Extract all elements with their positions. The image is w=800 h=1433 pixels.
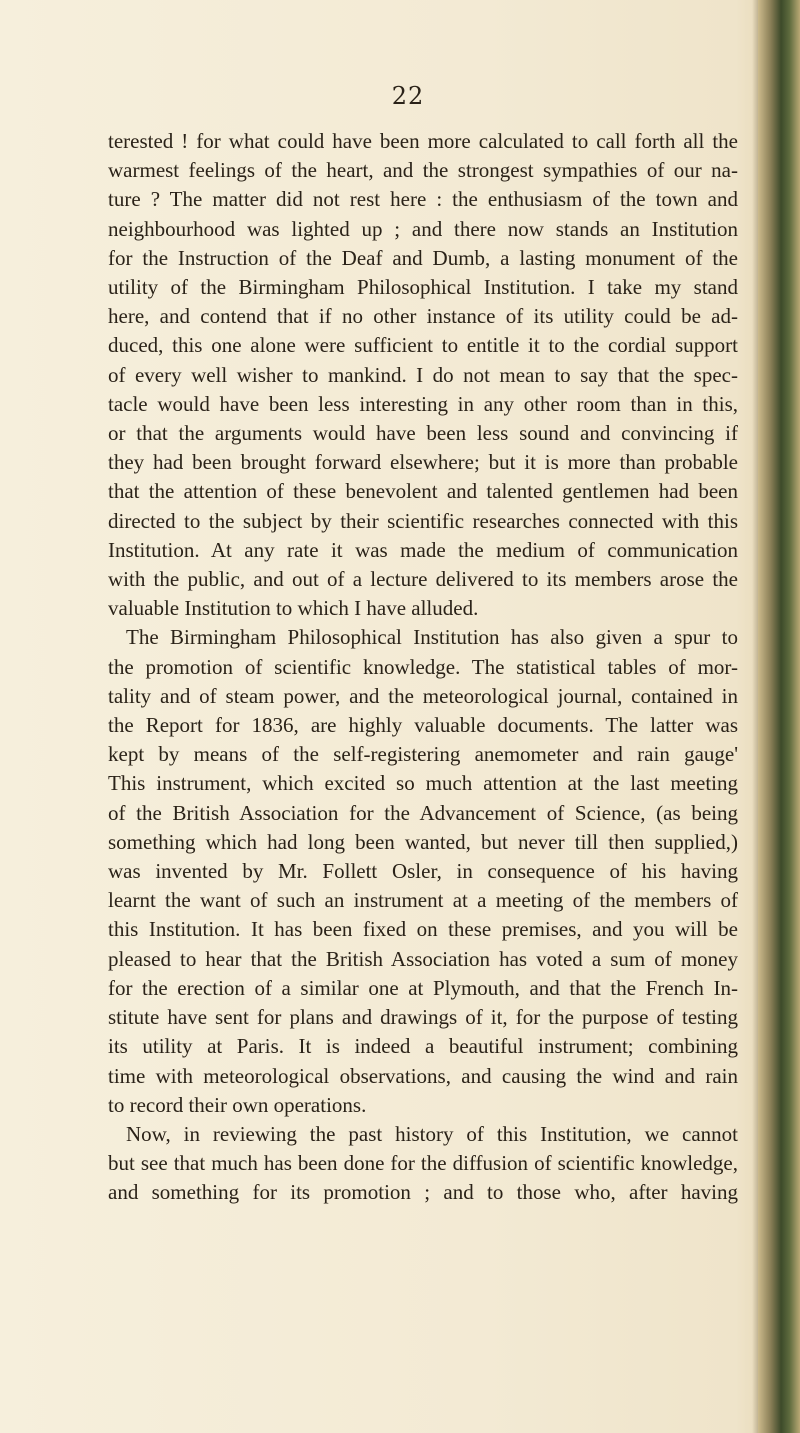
text-line: the Report for 1836, are highly valuable documents. The latter was: [108, 713, 738, 738]
page-number: 22: [391, 82, 425, 110]
text-line: the promotion of scientific knowledge. The statistical tables of mor-: [108, 654, 738, 679]
text-line: here, and contend that if no other instance of its utility could be ad-: [108, 304, 738, 329]
text-line: was invented by Mr. Follett Osler, in consequence of his having: [108, 859, 738, 884]
text-line: terested ! for what could have been more calculated to call forth all the: [108, 129, 738, 153]
text-line: valuable Institution to which I have alluded.: [108, 596, 479, 621]
text-line: neighbourhood was lighted up ; and there now stands an Institution: [108, 216, 738, 241]
text-line: and something for its promotion ; and to those who, after having: [108, 1180, 738, 1205]
text-line: Now, in reviewing the past history of this Institution, we cannot: [126, 1121, 738, 1146]
text-line: this Institution. It has been fixed on these premises, and you will be: [108, 917, 738, 942]
text-line: directed to the subject by their scientific researches connected with this: [108, 508, 738, 533]
text-line: to record their own operations.: [108, 1092, 367, 1117]
text-line: stitute have sent for plans and drawings of it, for the purpose of testing: [108, 1005, 738, 1030]
text-line: for the Instruction of the Deaf and Dumb, a lasting monument of the: [108, 245, 738, 270]
body-text: [108, 127, 738, 1208]
text-line: something which had long been wanted, but never till then supplied,): [108, 829, 738, 854]
text-line: with the public, and out of a lecture delivered to its members arose the: [108, 567, 738, 592]
text-line: but see that much has been done for the diffusion of scientific knowledge,: [108, 1151, 738, 1176]
text-line: tality and of steam power, and the meteorological journal, contained in: [108, 683, 738, 708]
text-line: they had been brought forward elsewhere; but it is more than probable: [108, 450, 738, 475]
text-line: warmest feelings of the heart, and the strongest sympathies of our na-: [108, 158, 738, 183]
text-line: utility of the Birmingham Philosophical Institution. I take my stand: [108, 275, 738, 300]
text-line: that the attention of these benevolent and talented gentlemen had been: [108, 479, 738, 504]
text-line: or that the arguments would have been less sound and convincing if: [108, 421, 738, 446]
text-line: duced, this one alone were sufficient to entitle it to the cordial support: [108, 333, 738, 358]
text-line: tacle would have been less interesting in any other room than in this,: [108, 391, 738, 416]
text-line: This instrument, which excited so much attention at the last meeting: [108, 771, 738, 796]
text-line: of every well wisher to mankind. I do not mean to say that the spec-: [108, 362, 738, 387]
text-line: kept by means of the self-registering anemometer and rain gauge': [108, 742, 738, 767]
text-line: ture ? The matter did not rest here : the enthusiasm of the town and: [108, 187, 738, 212]
text-line: its utility at Paris. It is indeed a beautiful instrument; combining: [108, 1034, 738, 1059]
text-line: learnt the want of such an instrument at a meeting of the members of: [108, 888, 738, 913]
text-line: of the British Association for the Advancement of Science, (as being: [108, 800, 738, 825]
text-line: The Birmingham Philosophical Institution has also given a spur to: [126, 625, 738, 650]
text-line: pleased to hear that the British Association has voted a sum of money: [108, 946, 738, 971]
book-binding-edge: [758, 0, 800, 1433]
text-line: Institution. At any rate it was made the medium of communication: [108, 537, 738, 562]
text-line: for the erection of a similar one at Plymouth, and that the French In-: [108, 975, 738, 1000]
text-line: time with meteorological observations, and causing the wind and rain: [108, 1063, 738, 1088]
